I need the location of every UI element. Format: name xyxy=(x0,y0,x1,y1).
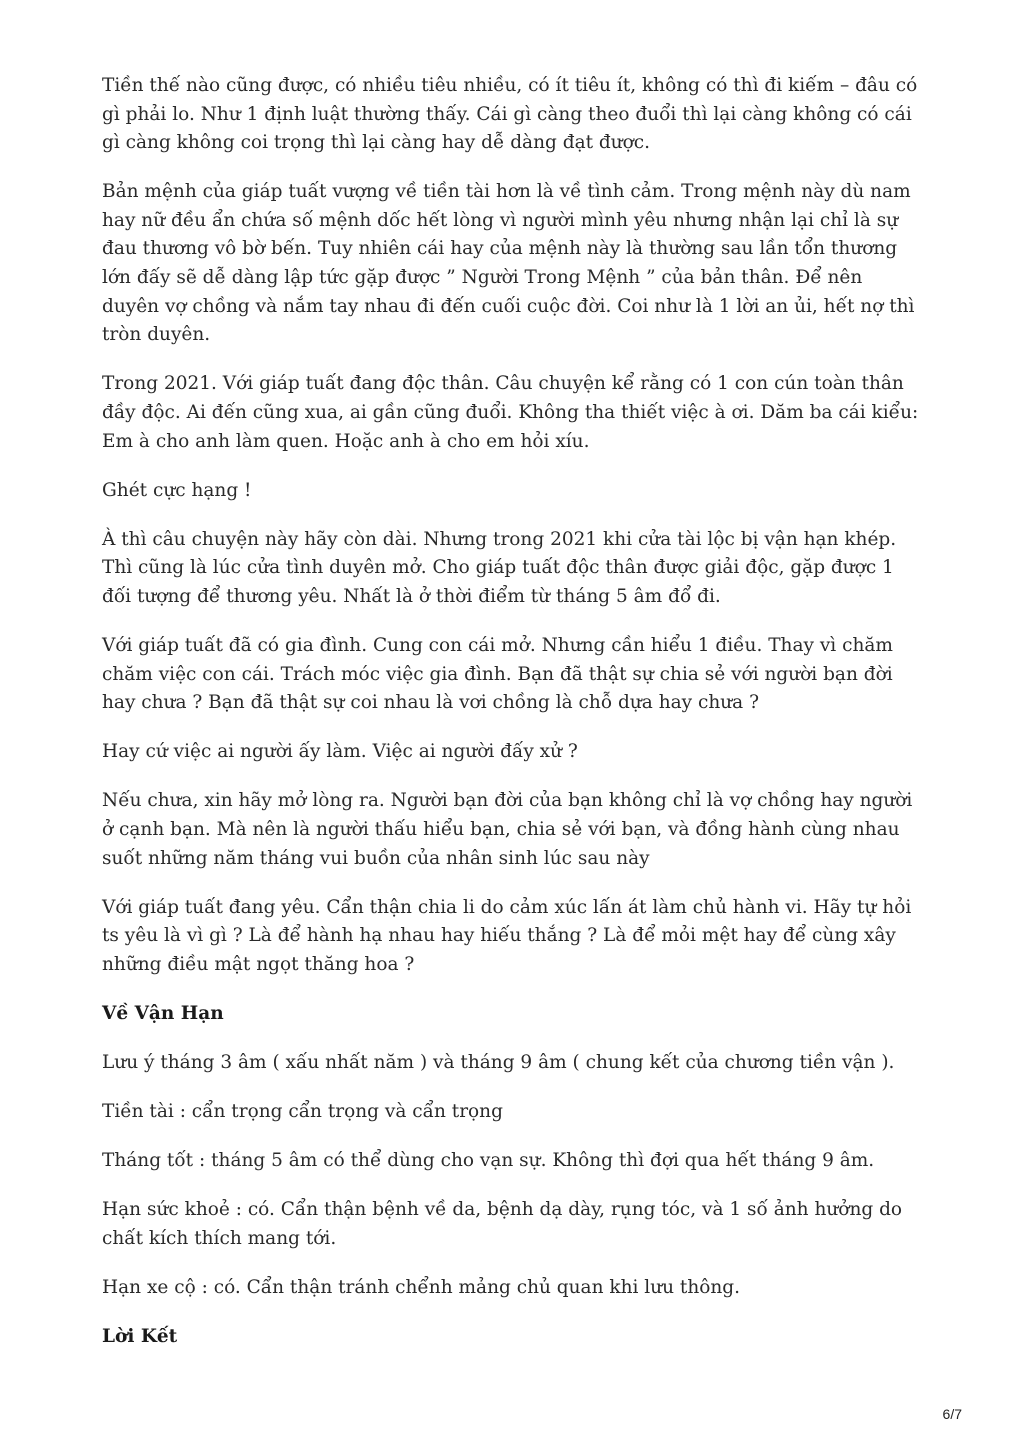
article-body xyxy=(102,72,924,1372)
paragraph-vehicles: Hạn xe cộ : có. Cẩn thận tránh chểnh mảng chủ quan khi lưu thông. xyxy=(102,1277,741,1298)
paragraph-destiny: Bản mệnh của giáp tuất vượng về tiền tài hơn là về tình cảm. Trong mệnh này dù nam hay nữ đều ẩn chứa số mệnh dốc hết lòng vì người mình yêu nhưng nhận lại chỉ là sự đau thương vô bờ bến. Tuy nhiên cái hay của mệnh này là thường sau lần tổn thương lớn đấy sẽ dễ dàng lập tức gặp được ” Người Trong Mệnh ” của bản thân. Để nên duyên vợ chồng và nắm tay nhau đi đến cuối cuộc đời. Coi như là 1 lời an ủi, hết nợ thì tròn duyên. xyxy=(102,181,915,346)
paragraph-in-love: Với giáp tuất đang yêu. Cẩn thận chia li do cảm xúc lấn át làm chủ hành vi. Hãy tự hỏi ts yêu là vì gì ? Là để hành hạ nhau hay hiếu thắng ? Là để mỏi mệt hay để cùng xây những điều mật ngọt thăng hoa ? xyxy=(102,896,912,975)
heading-van-han: Về Vận Hạn xyxy=(102,1002,224,1024)
paragraph-single-2021: Trong 2021. Với giáp tuất đang độc thân. Câu chuyện kể rằng có 1 con cún toàn thân đầy độc. Ai đến cũng xua, ai gần cũng đuổi. Không tha thiết việc à ơi. Dăm ba cái kiểu: Em à cho anh làm quen. Hoặc anh à cho em hỏi xíu. xyxy=(102,373,919,452)
heading-loi-ket: Lời Kết xyxy=(102,1326,178,1348)
paragraph-good-months: Tháng tốt : tháng 5 âm có thể dùng cho vạn sự. Không thì đợi qua hết tháng 9 âm. xyxy=(102,1150,875,1172)
page-number: 6/7 xyxy=(942,1406,962,1422)
paragraph-love-door: À thì câu chuyện này hãy còn dài. Nhưng trong 2021 khi cửa tài lộc bị vận hạn khép. Thì cũng là lúc cửa tình duyên mở. Cho giáp tuất độc thân được giải độc, gặp được 1 đối tượng để thương yêu. Nhất là ở thời điểm từ tháng 5 âm đổ đi. xyxy=(102,528,897,607)
paragraph-finance: Tiền tài : cẩn trọng cẩn trọng và cẩn trọng xyxy=(102,1101,503,1123)
paragraph-money: Tiền thế nào cũng được, có nhiều tiêu nhiều, có ít tiêu ít, không có thì đi kiếm – đâu có gì phải lo. Như 1 định luật thường thấy. Cái gì càng theo đuổi thì lại càng không có cái gì càng không coi trọng thì lại càng hay dễ dàng đạt được. xyxy=(102,75,918,154)
paragraph-note-months: Lưu ý tháng 3 âm ( xấu nhất năm ) và tháng 9 âm ( chung kết của chương tiền vận ). xyxy=(102,1052,895,1074)
paragraph-hate: Ghét cực hạng ! xyxy=(102,479,252,501)
paragraph-open-heart: Nếu chưa, xin hãy mở lòng ra. Người bạn đời của bạn không chỉ là vợ chồng hay người ở cạnh bạn. Mà nên là người thấu hiểu bạn, chia sẻ với bạn, và đồng hành cùng nhau suốt những năm tháng vui buồn của nhân sinh lúc sau này xyxy=(102,790,913,869)
paragraph-health: Hạn sức khoẻ : có. Cẩn thận bệnh về da, bệnh dạ dày, rụng tóc, và 1 số ảnh hưởng do chất kích thích mang tới. xyxy=(102,1199,903,1249)
paragraph-each-own: Hay cứ việc ai người ấy làm. Việc ai người đấy xử ? xyxy=(102,741,578,763)
paragraph-married: Với giáp tuất đã có gia đình. Cung con cái mở. Nhưng cần hiểu 1 điều. Thay vì chăm chăm việc con cái. Trách móc việc gia đình. Bạn đã thật sự chia sẻ với người bạn đời hay chưa ? Bạn đã thật sự coi nhau là vơi chồng là chỗ dựa hay chưa ? xyxy=(102,635,893,714)
